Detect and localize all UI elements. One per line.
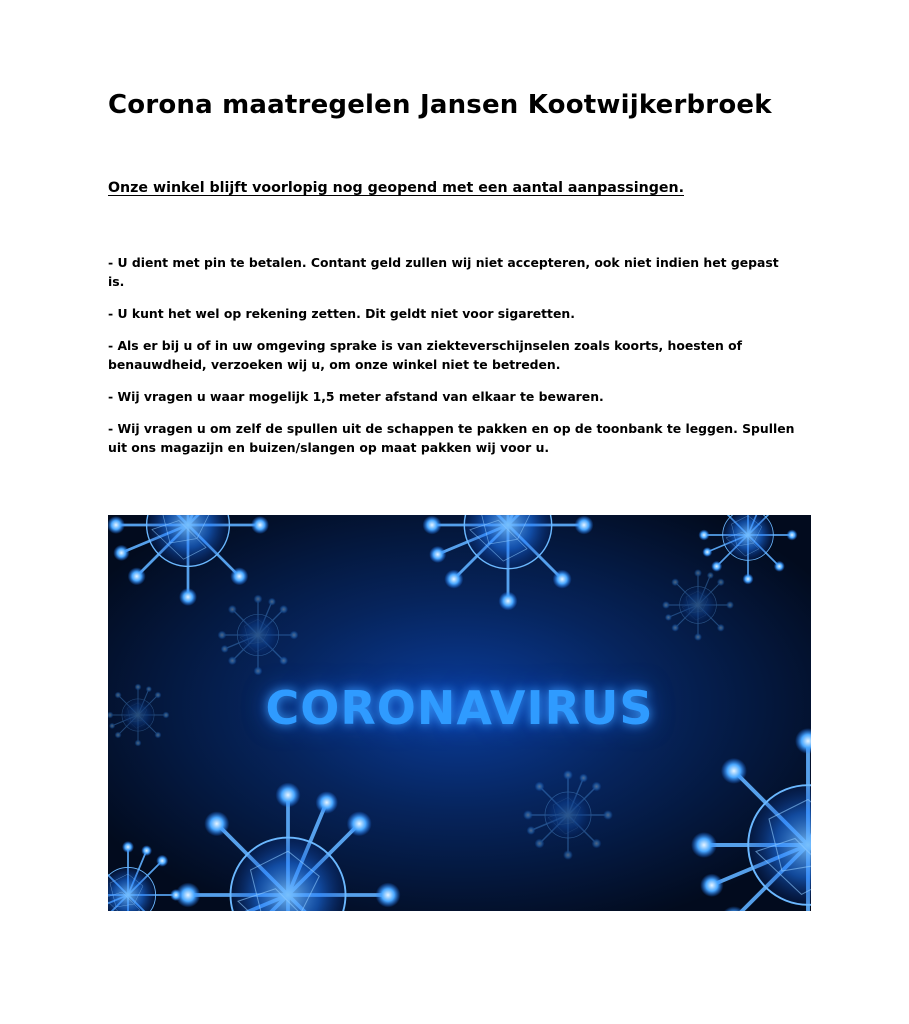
page-title: Corona maatregelen Jansen Kootwijkerbroek	[108, 90, 772, 120]
coronavirus-banner-text: CORONAVIRUS	[265, 681, 654, 735]
measures-list	[108, 253, 798, 470]
store-open-subtitle: Onze winkel blijft voorlopig nog geopend met een aantal aanpassingen.	[108, 180, 684, 196]
virus-illustration	[108, 515, 811, 911]
measure-item-distance: - Wij vragen u waar mogelijk 1,5 meter afstand van elkaar te bewaren.	[108, 389, 604, 404]
coronavirus-banner-image	[108, 515, 811, 911]
measure-item-account: - U kunt het wel op rekening zetten. Dit geldt niet voor sigaretten.	[108, 306, 575, 321]
measure-item-self-service: - Wij vragen u om zelf de spullen uit de schappen te pakken en op de toonbank te leggen. Spullen uit ons magazijn en buizen/slangen op maat pakken wij voor u.	[108, 421, 795, 455]
measure-item-symptoms: - Als er bij u of in uw omgeving sprake is van ziekteverschijnselen zoals koorts, hoesten of benauwdheid, verzoeken wij u, om onze winkel niet te betreden.	[108, 338, 742, 372]
measure-item-pin-payment: - U dient met pin te betalen. Contant geld zullen wij niet accepteren, ook niet indien het gepast is.	[108, 255, 779, 289]
